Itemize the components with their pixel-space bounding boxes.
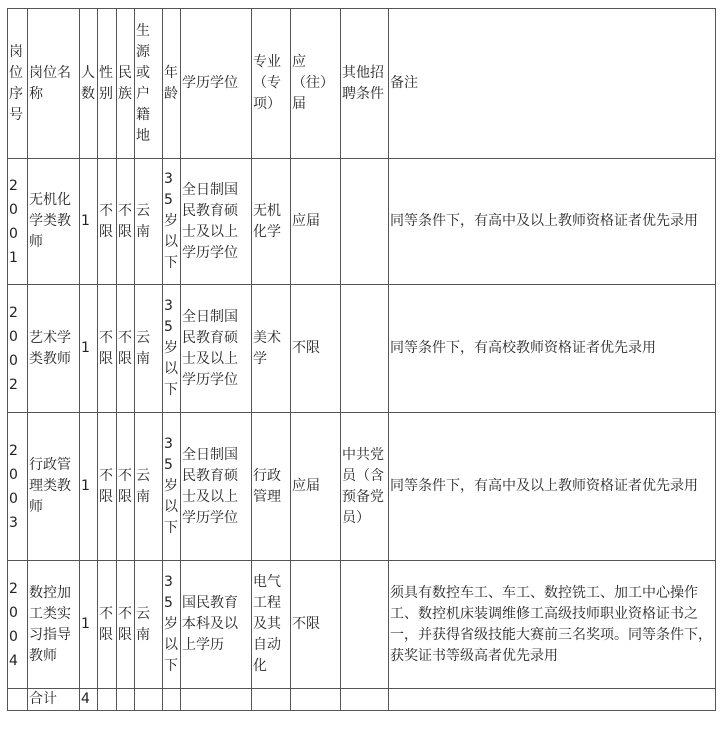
total-empty	[291, 689, 341, 711]
header-ethnicity: 民族	[117, 9, 135, 159]
cell-gender: 不限	[98, 561, 117, 689]
table-row	[8, 159, 716, 285]
total-label: 合计	[28, 689, 80, 711]
cell-education: 全日制国民教育硕士及以上学历学位	[181, 159, 252, 285]
cell-remark: 须具有数控车工、车工、数控铣工、加工中心操作工、数控机床装调维修工高级技师职业资格证书之一，并获得省级技能大赛前三名奖项。同等条件下，获奖证书等级高者优先录用	[389, 561, 716, 689]
header-age: 年龄	[163, 9, 181, 159]
cell-graduate: 不限	[291, 285, 341, 413]
header-education: 学历学位	[181, 9, 252, 159]
header-name: 岗位名称	[28, 9, 80, 159]
cell-ethnicity: 不限	[117, 413, 135, 561]
cell-origin: 云南	[135, 285, 163, 413]
header-remark: 备注	[389, 9, 716, 159]
cell-graduate: 不限	[291, 561, 341, 689]
cell-remark: 同等条件下，有高中及以上教师资格证者优先录用	[389, 159, 716, 285]
recruitment-table	[7, 8, 716, 711]
total-empty	[181, 689, 252, 711]
cell-gender: 不限	[98, 413, 117, 561]
cell-count: 1	[80, 159, 98, 285]
header-major: 专业（专项）	[252, 9, 291, 159]
cell-ethnicity: 不限	[117, 159, 135, 285]
cell-education: 全日制国民教育硕士及以上学历学位	[181, 285, 252, 413]
header-gender: 性别	[98, 9, 117, 159]
cell-count: 1	[80, 285, 98, 413]
header-origin: 生源或户籍地	[135, 9, 163, 159]
total-empty	[98, 689, 117, 711]
cell-graduate: 应届	[291, 159, 341, 285]
cell-name: 无机化学类教师	[28, 159, 80, 285]
header-graduate: 应（往）届	[291, 9, 341, 159]
cell-origin: 云南	[135, 159, 163, 285]
cell-major: 美术学	[252, 285, 291, 413]
cell-age: 35岁以下	[163, 561, 181, 689]
total-empty	[117, 689, 135, 711]
header-other: 其他招聘条件	[341, 9, 389, 159]
header-count: 人数	[80, 9, 98, 159]
total-empty	[135, 689, 163, 711]
cell-remark: 同等条件下，有高校教师资格证者优先录用	[389, 285, 716, 413]
cell-name: 行政管理类教师	[28, 413, 80, 561]
cell-major: 行政管理	[252, 413, 291, 561]
total-count: 4	[80, 689, 98, 711]
cell-age: 35岁以下	[163, 285, 181, 413]
cell-remark: 同等条件下，有高中及以上教师资格证者优先录用	[389, 413, 716, 561]
cell-ethnicity: 不限	[117, 285, 135, 413]
cell-name: 数控加工类实习指导教师	[28, 561, 80, 689]
table-row	[8, 285, 716, 413]
cell-seq: 2001	[8, 159, 28, 285]
cell-seq: 2003	[8, 413, 28, 561]
cell-graduate: 应届	[291, 413, 341, 561]
total-row	[8, 689, 716, 711]
cell-other	[341, 159, 389, 285]
cell-age: 35岁以下	[163, 413, 181, 561]
total-empty	[341, 689, 389, 711]
cell-count: 1	[80, 413, 98, 561]
total-empty	[252, 689, 291, 711]
cell-major: 电气工程及其自动化	[252, 561, 291, 689]
table-row	[8, 413, 716, 561]
cell-count: 1	[80, 561, 98, 689]
cell-name: 艺术学类教师	[28, 285, 80, 413]
cell-education: 全日制国民教育硕士及以上学历学位	[181, 413, 252, 561]
recruitment-table-wrapper	[7, 8, 716, 711]
cell-major: 无机化学	[252, 159, 291, 285]
total-empty	[389, 689, 716, 711]
cell-gender: 不限	[98, 285, 117, 413]
cell-ethnicity: 不限	[117, 561, 135, 689]
header-row	[8, 9, 716, 159]
cell-seq: 2004	[8, 561, 28, 689]
cell-age: 35岁以下	[163, 159, 181, 285]
cell-origin: 云南	[135, 413, 163, 561]
cell-seq: 2002	[8, 285, 28, 413]
total-empty	[163, 689, 181, 711]
cell-gender: 不限	[98, 159, 117, 285]
cell-other	[341, 285, 389, 413]
table-row	[8, 561, 716, 689]
cell-other: 中共党员（含预备党员）	[341, 413, 389, 561]
total-empty-seq	[8, 689, 28, 711]
cell-other	[341, 561, 389, 689]
header-seq: 岗位序号	[8, 9, 28, 159]
cell-education: 国民教育本科及以上学历	[181, 561, 252, 689]
cell-origin: 云南	[135, 561, 163, 689]
